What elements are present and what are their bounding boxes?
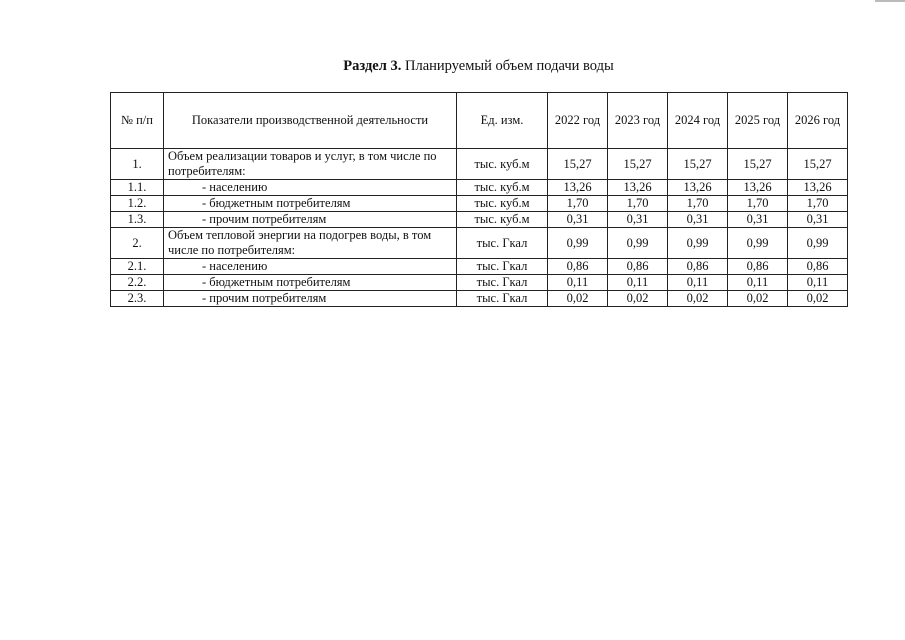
header-year-2026: 2026 год	[788, 93, 848, 149]
row-value-cell: 0,99	[548, 228, 608, 259]
row-unit: тыс. Гкал	[457, 228, 548, 259]
row-value-cell: 0,02	[728, 291, 788, 307]
row-number: 1.2.	[111, 196, 164, 212]
row-indicator-name: - прочим потребителям	[164, 212, 457, 228]
table-row	[111, 291, 848, 307]
row-value-cell: 0,31	[608, 212, 668, 228]
row-number: 2.	[111, 228, 164, 259]
row-value-cell: 0,86	[728, 259, 788, 275]
row-value-cell: 1,70	[728, 196, 788, 212]
row-value-cell: 1,70	[608, 196, 668, 212]
row-value-cell: 15,27	[608, 149, 668, 180]
row-value-cell: 0,99	[788, 228, 848, 259]
row-value-cell: 13,26	[608, 180, 668, 196]
row-value-cell: 13,26	[668, 180, 728, 196]
row-value-cell: 0,86	[608, 259, 668, 275]
row-indicator-name: Объем реализации товаров и услуг, в том числе по потребителям:	[164, 149, 457, 180]
header-year-2024: 2024 год	[668, 93, 728, 149]
header-year-2023: 2023 год	[608, 93, 668, 149]
table-body	[111, 149, 848, 307]
row-value-cell: 15,27	[668, 149, 728, 180]
row-value-cell: 0,86	[548, 259, 608, 275]
header-year-2025: 2025 год	[728, 93, 788, 149]
row-value-cell: 0,02	[608, 291, 668, 307]
table-row	[111, 259, 848, 275]
row-value-cell: 0,99	[668, 228, 728, 259]
table-row	[111, 275, 848, 291]
table-row	[111, 212, 848, 228]
row-value-cell: 15,27	[728, 149, 788, 180]
row-number: 2.1.	[111, 259, 164, 275]
row-indicator-name: - прочим потребителям	[164, 291, 457, 307]
row-value-cell: 0,11	[788, 275, 848, 291]
row-value-cell: 13,26	[788, 180, 848, 196]
row-value-cell: 0,11	[668, 275, 728, 291]
row-value-cell: 13,26	[548, 180, 608, 196]
table-row	[111, 180, 848, 196]
header-year-2022: 2022 год	[548, 93, 608, 149]
row-value-cell: 0,31	[668, 212, 728, 228]
row-value-cell: 15,27	[548, 149, 608, 180]
row-value-cell: 0,31	[548, 212, 608, 228]
row-value-cell: 1,70	[668, 196, 728, 212]
row-indicator-name: - бюджетным потребителям	[164, 196, 457, 212]
row-value-cell: 0,86	[788, 259, 848, 275]
row-indicator-name: - населению	[164, 180, 457, 196]
table-row	[111, 149, 848, 180]
row-unit: тыс. куб.м	[457, 149, 548, 180]
water-supply-table	[110, 92, 848, 307]
page-edge-line	[875, 0, 905, 2]
row-number: 2.3.	[111, 291, 164, 307]
row-value-cell: 0,11	[608, 275, 668, 291]
row-unit: тыс. куб.м	[457, 180, 548, 196]
section-title: Планируемый объем подачи воды	[404, 58, 614, 74]
header-num: № п/п	[111, 93, 164, 149]
table-header-row	[111, 93, 848, 149]
row-value-cell: 0,02	[788, 291, 848, 307]
section-number: Раздел 3.	[343, 58, 402, 74]
row-value-cell: 0,99	[608, 228, 668, 259]
row-unit: тыс. куб.м	[457, 196, 548, 212]
row-value-cell: 0,86	[668, 259, 728, 275]
row-indicator-name: - населению	[164, 259, 457, 275]
row-indicator-name: Объем тепловой энергии на подогрев воды, в том числе по потребителям:	[164, 228, 457, 259]
row-unit: тыс. куб.м	[457, 212, 548, 228]
row-value-cell: 15,27	[788, 149, 848, 180]
row-number: 1.	[111, 149, 164, 180]
row-value-cell: 0,31	[728, 212, 788, 228]
row-value-cell: 0,02	[668, 291, 728, 307]
row-value-cell: 1,70	[548, 196, 608, 212]
table-row	[111, 228, 848, 259]
row-unit: тыс. Гкал	[457, 259, 548, 275]
row-number: 2.2.	[111, 275, 164, 291]
row-value-cell: 0,99	[728, 228, 788, 259]
row-number: 1.1.	[111, 180, 164, 196]
section-heading	[0, 58, 905, 75]
table-row	[111, 196, 848, 212]
header-unit: Ед. изм.	[457, 93, 548, 149]
row-value-cell: 0,31	[788, 212, 848, 228]
row-value-cell: 0,11	[728, 275, 788, 291]
row-unit: тыс. Гкал	[457, 291, 548, 307]
row-indicator-name: - бюджетным потребителям	[164, 275, 457, 291]
row-value-cell: 13,26	[728, 180, 788, 196]
row-unit: тыс. Гкал	[457, 275, 548, 291]
row-number: 1.3.	[111, 212, 164, 228]
row-value-cell: 0,02	[548, 291, 608, 307]
row-value-cell: 1,70	[788, 196, 848, 212]
row-value-cell: 0,11	[548, 275, 608, 291]
header-name: Показатели производственной деятельности	[164, 93, 457, 149]
